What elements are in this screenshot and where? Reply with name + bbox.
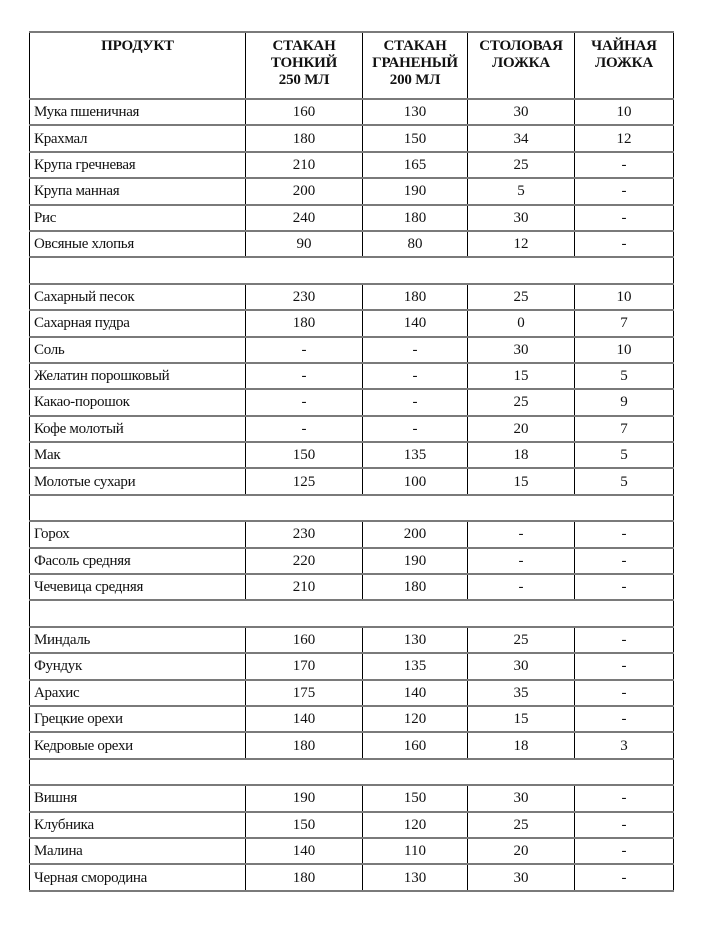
product-name: Грецкие орехи — [30, 706, 246, 732]
header-faceted-glass: СТАКАН ГРАНЕНЫЙ 200 МЛ — [363, 32, 468, 99]
tablespoon-value: 30 — [468, 653, 575, 679]
table-row — [30, 838, 674, 864]
thin-glass-value: 170 — [246, 653, 363, 679]
tablespoon-value: - — [468, 574, 575, 600]
group-separator-row — [30, 495, 674, 521]
tablespoon-value: 35 — [468, 680, 575, 706]
table-row — [30, 574, 674, 600]
faceted-glass-value: 190 — [363, 548, 468, 574]
table-body — [30, 99, 674, 891]
table-row — [30, 732, 674, 758]
product-name: Малина — [30, 838, 246, 864]
thin-glass-value: 150 — [246, 442, 363, 468]
teaspoon-value: - — [575, 205, 674, 231]
faceted-glass-value: 130 — [363, 627, 468, 653]
thin-glass-value: 160 — [246, 99, 363, 125]
table-row — [30, 812, 674, 838]
teaspoon-value: 7 — [575, 310, 674, 336]
tablespoon-value: - — [468, 548, 575, 574]
header-teaspoon: ЧАЙНАЯ ЛОЖКА — [575, 32, 674, 99]
faceted-glass-value: 100 — [363, 468, 468, 494]
faceted-glass-value: 160 — [363, 732, 468, 758]
tablespoon-value: 15 — [468, 468, 575, 494]
header-row — [30, 32, 674, 99]
faceted-glass-value: 200 — [363, 521, 468, 547]
table-row — [30, 416, 674, 442]
faceted-glass-value: 165 — [363, 152, 468, 178]
teaspoon-value: - — [575, 178, 674, 204]
table-row — [30, 785, 674, 811]
thin-glass-value: - — [246, 363, 363, 389]
faceted-glass-value: 180 — [363, 284, 468, 310]
thin-glass-value: 180 — [246, 125, 363, 151]
thin-glass-value: 220 — [246, 548, 363, 574]
tablespoon-value: 25 — [468, 152, 575, 178]
tablespoon-value: 5 — [468, 178, 575, 204]
product-name: Чечевица средняя — [30, 574, 246, 600]
product-name: Овсяные хлопья — [30, 231, 246, 257]
tablespoon-value: 20 — [468, 416, 575, 442]
tablespoon-value: 25 — [468, 812, 575, 838]
faceted-glass-value: 135 — [363, 653, 468, 679]
table-row — [30, 284, 674, 310]
table-row — [30, 653, 674, 679]
faceted-glass-value: 180 — [363, 574, 468, 600]
tablespoon-value: 30 — [468, 864, 575, 890]
thin-glass-value: 140 — [246, 838, 363, 864]
header-thin-glass: СТАКАН ТОНКИЙ 250 МЛ — [246, 32, 363, 99]
product-name: Рис — [30, 205, 246, 231]
teaspoon-value: - — [575, 521, 674, 547]
faceted-glass-value: - — [363, 363, 468, 389]
product-name: Желатин порошковый — [30, 363, 246, 389]
thin-glass-value: 160 — [246, 627, 363, 653]
product-name: Кедровые орехи — [30, 732, 246, 758]
empty-cell — [30, 257, 674, 283]
table-row — [30, 125, 674, 151]
table-row — [30, 337, 674, 363]
faceted-glass-value: 110 — [363, 838, 468, 864]
product-name: Горох — [30, 521, 246, 547]
tablespoon-value: 25 — [468, 627, 575, 653]
tablespoon-value: 25 — [468, 389, 575, 415]
thin-glass-value: 150 — [246, 812, 363, 838]
tablespoon-value: 34 — [468, 125, 575, 151]
tablespoon-value: 18 — [468, 442, 575, 468]
product-name: Мак — [30, 442, 246, 468]
thin-glass-value: 175 — [246, 680, 363, 706]
teaspoon-value: - — [575, 680, 674, 706]
tablespoon-value: 30 — [468, 205, 575, 231]
teaspoon-value: - — [575, 812, 674, 838]
thin-glass-value: 125 — [246, 468, 363, 494]
tablespoon-value: - — [468, 521, 575, 547]
faceted-glass-value: 120 — [363, 812, 468, 838]
product-name: Миндаль — [30, 627, 246, 653]
faceted-glass-value: 140 — [363, 680, 468, 706]
teaspoon-value: 10 — [575, 99, 674, 125]
product-name: Мука пшеничная — [30, 99, 246, 125]
tablespoon-value: 25 — [468, 284, 575, 310]
product-name: Соль — [30, 337, 246, 363]
table-row — [30, 310, 674, 336]
table-row — [30, 706, 674, 732]
teaspoon-value: - — [575, 152, 674, 178]
thin-glass-value: 230 — [246, 284, 363, 310]
product-name: Крупа гречневая — [30, 152, 246, 178]
tablespoon-value: 12 — [468, 231, 575, 257]
product-name: Клубника — [30, 812, 246, 838]
table-row — [30, 548, 674, 574]
product-name: Фундук — [30, 653, 246, 679]
teaspoon-value: 3 — [575, 732, 674, 758]
header-tablespoon: СТОЛОВАЯ ЛОЖКА — [468, 32, 575, 99]
header-product: ПРОДУКТ — [30, 32, 246, 99]
tablespoon-value: 30 — [468, 99, 575, 125]
faceted-glass-value: 190 — [363, 178, 468, 204]
tablespoon-value: 0 — [468, 310, 575, 336]
group-separator-row — [30, 759, 674, 785]
teaspoon-value: - — [575, 864, 674, 890]
table-row — [30, 152, 674, 178]
teaspoon-value: - — [575, 706, 674, 732]
thin-glass-value: 90 — [246, 231, 363, 257]
empty-cell — [30, 600, 674, 626]
table-row — [30, 363, 674, 389]
measures-table — [29, 31, 674, 892]
thin-glass-value: - — [246, 337, 363, 363]
product-name: Фасоль средняя — [30, 548, 246, 574]
teaspoon-value: - — [575, 548, 674, 574]
tablespoon-value: 15 — [468, 363, 575, 389]
teaspoon-value: - — [575, 627, 674, 653]
teaspoon-value: 9 — [575, 389, 674, 415]
tablespoon-value: 30 — [468, 337, 575, 363]
table-row — [30, 205, 674, 231]
faceted-glass-value: 150 — [363, 125, 468, 151]
thin-glass-value: - — [246, 416, 363, 442]
tablespoon-value: 20 — [468, 838, 575, 864]
thin-glass-value: 210 — [246, 574, 363, 600]
table-row — [30, 468, 674, 494]
table-row — [30, 521, 674, 547]
faceted-glass-value: - — [363, 389, 468, 415]
faceted-glass-value: 180 — [363, 205, 468, 231]
tablespoon-value: 18 — [468, 732, 575, 758]
product-name: Кофе молотый — [30, 416, 246, 442]
empty-cell — [30, 495, 674, 521]
product-name: Крахмал — [30, 125, 246, 151]
product-name: Арахис — [30, 680, 246, 706]
teaspoon-value: - — [575, 653, 674, 679]
faceted-glass-value: 140 — [363, 310, 468, 336]
table-row — [30, 627, 674, 653]
table-row — [30, 178, 674, 204]
product-name: Сахарная пудра — [30, 310, 246, 336]
faceted-glass-value: - — [363, 337, 468, 363]
thin-glass-value: 240 — [246, 205, 363, 231]
product-name: Молотые сухари — [30, 468, 246, 494]
teaspoon-value: - — [575, 785, 674, 811]
teaspoon-value: 5 — [575, 363, 674, 389]
group-separator-row — [30, 600, 674, 626]
table-row — [30, 99, 674, 125]
thin-glass-value: 230 — [246, 521, 363, 547]
tablespoon-value: 30 — [468, 785, 575, 811]
product-name: Крупа манная — [30, 178, 246, 204]
thin-glass-value: 190 — [246, 785, 363, 811]
faceted-glass-value: 130 — [363, 99, 468, 125]
teaspoon-value: 7 — [575, 416, 674, 442]
product-name: Какао-порошок — [30, 389, 246, 415]
thin-glass-value: 180 — [246, 310, 363, 336]
teaspoon-value: 10 — [575, 337, 674, 363]
faceted-glass-value: 150 — [363, 785, 468, 811]
product-name: Черная смородина — [30, 864, 246, 890]
thin-glass-value: 180 — [246, 864, 363, 890]
faceted-glass-value: 80 — [363, 231, 468, 257]
table-row — [30, 680, 674, 706]
table-row — [30, 442, 674, 468]
faceted-glass-value: 130 — [363, 864, 468, 890]
table-row — [30, 389, 674, 415]
faceted-glass-value: 120 — [363, 706, 468, 732]
empty-cell — [30, 759, 674, 785]
teaspoon-value: 5 — [575, 442, 674, 468]
thin-glass-value: - — [246, 389, 363, 415]
thin-glass-value: 210 — [246, 152, 363, 178]
thin-glass-value: 180 — [246, 732, 363, 758]
faceted-glass-value: 135 — [363, 442, 468, 468]
tablespoon-value: 15 — [468, 706, 575, 732]
faceted-glass-value: - — [363, 416, 468, 442]
table-row — [30, 864, 674, 890]
thin-glass-value: 140 — [246, 706, 363, 732]
product-name: Вишня — [30, 785, 246, 811]
thin-glass-value: 200 — [246, 178, 363, 204]
teaspoon-value: - — [575, 231, 674, 257]
group-separator-row — [30, 257, 674, 283]
product-name: Сахарный песок — [30, 284, 246, 310]
teaspoon-value: - — [575, 838, 674, 864]
table-row — [30, 231, 674, 257]
teaspoon-value: - — [575, 574, 674, 600]
teaspoon-value: 12 — [575, 125, 674, 151]
teaspoon-value: 5 — [575, 468, 674, 494]
teaspoon-value: 10 — [575, 284, 674, 310]
